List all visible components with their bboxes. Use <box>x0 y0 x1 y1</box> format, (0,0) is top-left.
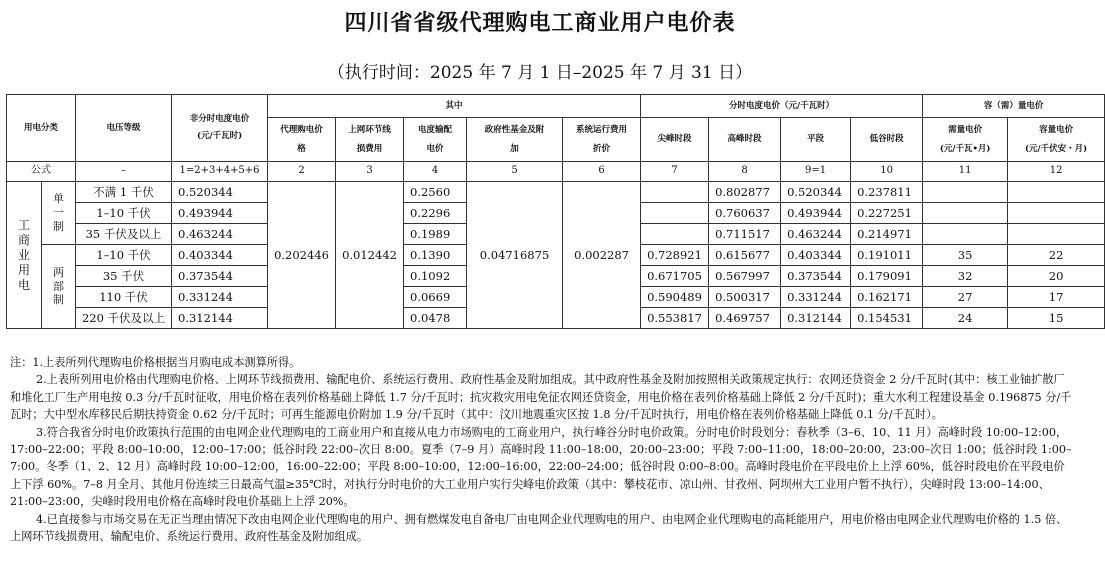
header-tou-high: 高峰时段 <box>709 118 781 162</box>
tou-peak: 0.671705 <box>641 266 709 287</box>
tou-high: 0.469757 <box>709 308 781 329</box>
capacity-price <box>1008 182 1105 203</box>
tou-flat: 0.493944 <box>781 203 851 224</box>
tou-flat: 0.463244 <box>781 224 851 245</box>
header-voltage-level: 电压等级 <box>76 95 172 162</box>
header-demand-price: 需量电价 (元/千瓦•月) <box>923 118 1008 162</box>
transmission-price: 0.1092 <box>404 266 467 287</box>
header-tou-peak: 尖峰时段 <box>641 118 709 162</box>
tou-high: 0.567997 <box>709 266 781 287</box>
transmission-price: 0.2560 <box>404 182 467 203</box>
header-tou-flat: 平段 <box>781 118 851 162</box>
header-gov-fund: 政府性基金及附 加 <box>467 118 563 162</box>
tou-peak <box>641 203 709 224</box>
formula-dash: – <box>76 162 172 182</box>
formula-c6: 6 <box>563 162 641 182</box>
formula-c9: 9=1 <box>781 162 851 182</box>
total-price: 0.312144 <box>172 308 268 329</box>
tou-valley: 0.191011 <box>851 245 923 266</box>
formula-c10: 10 <box>851 162 923 182</box>
tou-peak <box>641 224 709 245</box>
tou-valley: 0.227251 <box>851 203 923 224</box>
page-subtitle: （执行时间：2025 年 7 月 1 日–2025 年 7 月 31 日） <box>327 63 753 83</box>
tou-high: 0.802877 <box>709 182 781 203</box>
demand-price <box>923 182 1008 203</box>
demand-price <box>923 224 1008 245</box>
demand-price: 24 <box>923 308 1008 329</box>
formula-c3: 3 <box>336 162 404 182</box>
header-tou-valley: 低谷时段 <box>851 118 923 162</box>
transmission-price: 0.0478 <box>404 308 467 329</box>
formula-c8: 8 <box>709 162 781 182</box>
header-user-class: 用电分类 <box>7 95 76 162</box>
demand-price: 35 <box>923 245 1008 266</box>
header-tou-price: 分时电度电价（元/千瓦时） <box>641 95 923 118</box>
voltage-level: 220 千伏及以上 <box>76 308 172 329</box>
tou-valley: 0.162171 <box>851 287 923 308</box>
tou-high: 0.615677 <box>709 245 781 266</box>
capacity-price: 15 <box>1008 308 1105 329</box>
note-4: 4.已直接参与市场交易在无正当理由情况下改由电网企业代理购电的用户、拥有燃煤发电自备电厂由电网企业代理购电的用户、由电网企业代理购电的高耗能用户，用电价格由电网企业代理购电价格的 1.5 倍、上网环节线损费用、输配电价、系统运行费用、政府性基金及附加组成。 <box>10 512 1068 544</box>
total-price: 0.463244 <box>172 224 268 245</box>
tou-high: 0.711517 <box>709 224 781 245</box>
tou-flat: 0.331244 <box>781 287 851 308</box>
capacity-price <box>1008 224 1105 245</box>
header-network-loss: 上网环节线 损费用 <box>336 118 404 162</box>
formula-c11: 11 <box>923 162 1008 182</box>
tou-valley: 0.179091 <box>851 266 923 287</box>
total-price: 0.520344 <box>172 182 268 203</box>
voltage-level: 1–10 千伏 <box>76 245 172 266</box>
demand-price: 32 <box>923 266 1008 287</box>
tou-peak: 0.553817 <box>641 308 709 329</box>
capacity-price: 20 <box>1008 266 1105 287</box>
note-2: 2.上表所列用电价格由代理购电价格、上网环节线损费用、输配电价、系统运行费用、政府性基金及附加组成。其中政府性基金及附加按照相关政策规定执行：农网还贷资金 2 分/千瓦时(其中：核工业铀扩散厂和堆化工厂生产用电按 0.3 分/千瓦时征收，用电价格在表列价格基础上降低 1.7 分/千瓦时；抗灾救灾用电免征农网还贷资金，用电价格在表列价格基础上降低 2 分/千瓦时)；重大水利工程建设基金 0.196875 分/千瓦时；大中型水库移民后期扶持资金 0.62 分/千瓦时；可再生能源电价附加 1.9 分/千瓦时（其中：汶川地震重灾区按 1.8 分/千瓦时执行，用电价格在表列价格基础上降低 0.1 分/千瓦时）。 <box>10 373 1072 422</box>
tou-peak: 0.590489 <box>641 287 709 308</box>
header-proxy-price: 代理购电价 格 <box>268 118 336 162</box>
formula-row <box>7 162 1105 182</box>
capacity-price: 17 <box>1008 287 1105 308</box>
gov-fund: 0.04716875 <box>467 182 563 329</box>
tou-high: 0.500317 <box>709 287 781 308</box>
formula-c12: 12 <box>1008 162 1105 182</box>
header-capacity-price: 容（需）量电价 <box>923 95 1105 118</box>
header-system-cost: 系统运行费用 折价 <box>563 118 641 162</box>
tou-flat: 0.373544 <box>781 266 851 287</box>
capacity-price <box>1008 203 1105 224</box>
formula-c2: 2 <box>268 162 336 182</box>
group-two-part: 两 部 制 <box>42 245 76 329</box>
header-non-tou-price: 非分时电度电价 (元/千瓦时) <box>172 95 268 162</box>
transmission-price: 0.1390 <box>404 245 467 266</box>
tou-valley: 0.154531 <box>851 308 923 329</box>
formula-c7: 7 <box>641 162 709 182</box>
price-table <box>6 94 1105 329</box>
demand-price: 27 <box>923 287 1008 308</box>
tou-valley: 0.214971 <box>851 224 923 245</box>
demand-price <box>923 203 1008 224</box>
header-capacity: 容量电价 (元/千伏安・月) <box>1008 118 1105 162</box>
proxy-price: 0.202446 <box>268 182 336 329</box>
tou-peak: 0.728921 <box>641 245 709 266</box>
table-row <box>7 182 1105 203</box>
transmission-price: 0.0669 <box>404 287 467 308</box>
voltage-level: 不满 1 千伏 <box>76 182 172 203</box>
group-industry: 工 商 业 用 电 <box>7 182 42 329</box>
tou-high: 0.760637 <box>709 203 781 224</box>
note-1: 注：1.上表所列代理购电价格根据当月购电成本测算所得。 <box>10 356 301 369</box>
note-3: 3.符合我省分时电价政策执行范围的由电网企业代理购电的工商业用户和直接从电力市场购电的工商业用户，执行峰谷分时电价政策。分时电价时段划分：春秋季（3–6、10、11 月）高峰时段 10:00–12:00，17:00–22:00；平段 8:00–10:00，12:00–17:00；低谷时段 22:00–次日 8:00。夏季（7–9 月）高峰时段 11:00–18:00，20:00–23:00；平段 7:00–11:00，18:00–20:00，23:00–次日 1:00；低谷时段 1:00–7:00。冬季（1、2、12 月）高峰时段 10:00–12:00，16:00–22:00；平段 8:00–10:00，12:00–16:00，22:00–24:00；低谷时段 0:00–8:00。高峰时段电价在平段电价上上浮 60%，低谷时段电价在平段电价上下浮 60%。7–8 月全月、其他月份连续三日最高气温≥35℃时，对执行分时电价的大工业用户实行尖峰电价政策（其中：攀枝花市、凉山州、甘孜州、阿坝州大工业用户暂不执行），尖峰时段 13:00–14:00、21:00–23:00，尖峰时段用电价格在高峰时段电价基础上上浮 20%。 <box>10 425 1072 509</box>
formula-label: 公式 <box>7 162 76 182</box>
transmission-price: 0.1989 <box>404 224 467 245</box>
total-price: 0.373544 <box>172 266 268 287</box>
tou-peak <box>641 182 709 203</box>
capacity-price: 22 <box>1008 245 1105 266</box>
network-loss: 0.012442 <box>336 182 404 329</box>
notes <box>10 354 1072 545</box>
page-title: 四川省省级代理购电工商业用户电价表 <box>344 10 736 36</box>
tou-flat: 0.403344 <box>781 245 851 266</box>
total-price: 0.331244 <box>172 287 268 308</box>
header-of-which: 其中 <box>268 95 641 118</box>
tou-valley: 0.237811 <box>851 182 923 203</box>
group-single: 单 一 制 <box>42 182 76 245</box>
formula-c1: 1=2+3+4+5+6 <box>172 162 268 182</box>
system-cost: 0.002287 <box>563 182 641 329</box>
transmission-price: 0.2296 <box>404 203 467 224</box>
voltage-level: 35 千伏 <box>76 266 172 287</box>
voltage-level: 35 千伏及以上 <box>76 224 172 245</box>
formula-c4: 4 <box>404 162 467 182</box>
total-price: 0.403344 <box>172 245 268 266</box>
voltage-level: 110 千伏 <box>76 287 172 308</box>
formula-c5: 5 <box>467 162 563 182</box>
tou-flat: 0.520344 <box>781 182 851 203</box>
voltage-level: 1–10 千伏 <box>76 203 172 224</box>
header-transmission: 电度输配 电价 <box>404 118 467 162</box>
tou-flat: 0.312144 <box>781 308 851 329</box>
total-price: 0.493944 <box>172 203 268 224</box>
